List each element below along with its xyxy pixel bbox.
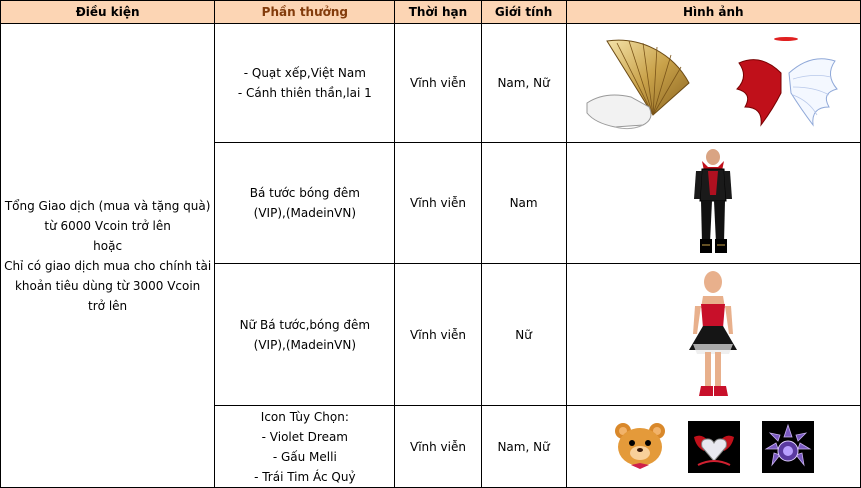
duration-cell: Vĩnh viễn — [395, 264, 481, 406]
image-cell — [566, 264, 860, 406]
devil-heart-icon — [688, 421, 740, 473]
reward-cell — [215, 264, 395, 406]
gender-cell: Nam — [481, 143, 566, 264]
gender-cell: Nữ — [481, 264, 566, 406]
condition-cell — [1, 24, 215, 488]
header-gender: Giới tính — [481, 1, 566, 24]
reward-line: Icon Tùy Chọn: — [260, 409, 349, 424]
gender-cell: Nam, Nữ — [481, 24, 566, 143]
header-duration: Thời hạn — [395, 1, 481, 24]
image-cell — [566, 24, 860, 143]
female-countess-outfit-image — [683, 268, 743, 402]
header-condition: Điều kiện — [1, 1, 215, 24]
bear-icon — [613, 421, 667, 473]
image-cell — [566, 143, 860, 264]
reward-line: - Cánh thiên thần,lai 1 — [237, 86, 372, 100]
reward-cell — [215, 406, 395, 488]
header-row — [1, 1, 861, 24]
header-reward: Phần thưởng — [215, 1, 395, 24]
image-cell — [566, 406, 860, 488]
reward-line: - Gấu Melli — [272, 449, 337, 464]
condition-line: hoặc — [93, 238, 123, 253]
angel-devil-wings-image — [731, 33, 841, 133]
reward-line: Bá tước bóng đêm — [249, 186, 360, 200]
male-count-outfit-image — [688, 147, 738, 259]
condition-line: Tổng Giao dịch (mua và tặng quà) — [4, 198, 211, 213]
reward-line: (VIP),(MadeinVN) — [253, 337, 357, 352]
reward-line: - Quạt xếp,Việt Nam — [243, 66, 366, 80]
duration-cell: Vĩnh viễn — [395, 406, 481, 488]
gender-cell: Nam, Nữ — [481, 406, 566, 488]
reward-cell — [215, 143, 395, 264]
condition-line: trở lên — [88, 298, 128, 313]
duration-cell: Vĩnh viễn — [395, 143, 481, 264]
violet-dream-icon — [762, 421, 814, 473]
condition-line: khoản tiêu dùng từ 3000 Vcoin — [14, 278, 201, 293]
table-row — [1, 24, 861, 143]
duration-cell: Vĩnh viễn — [395, 24, 481, 143]
reward-line: - Violet Dream — [261, 429, 348, 444]
reward-line: (VIP),(MadeinVN) — [253, 206, 357, 220]
condition-line: Chỉ có giao dịch mua cho chính tài — [4, 258, 212, 273]
header-image: Hình ảnh — [566, 1, 860, 24]
condition-line: từ 6000 Vcoin trở lên — [44, 218, 171, 233]
reward-line: - Trái Tim Ác Quỷ — [254, 469, 356, 484]
folding-fan-image — [585, 33, 695, 133]
reward-cell — [215, 24, 395, 143]
reward-line: Nữ Bá tước,bóng đêm — [239, 317, 371, 332]
